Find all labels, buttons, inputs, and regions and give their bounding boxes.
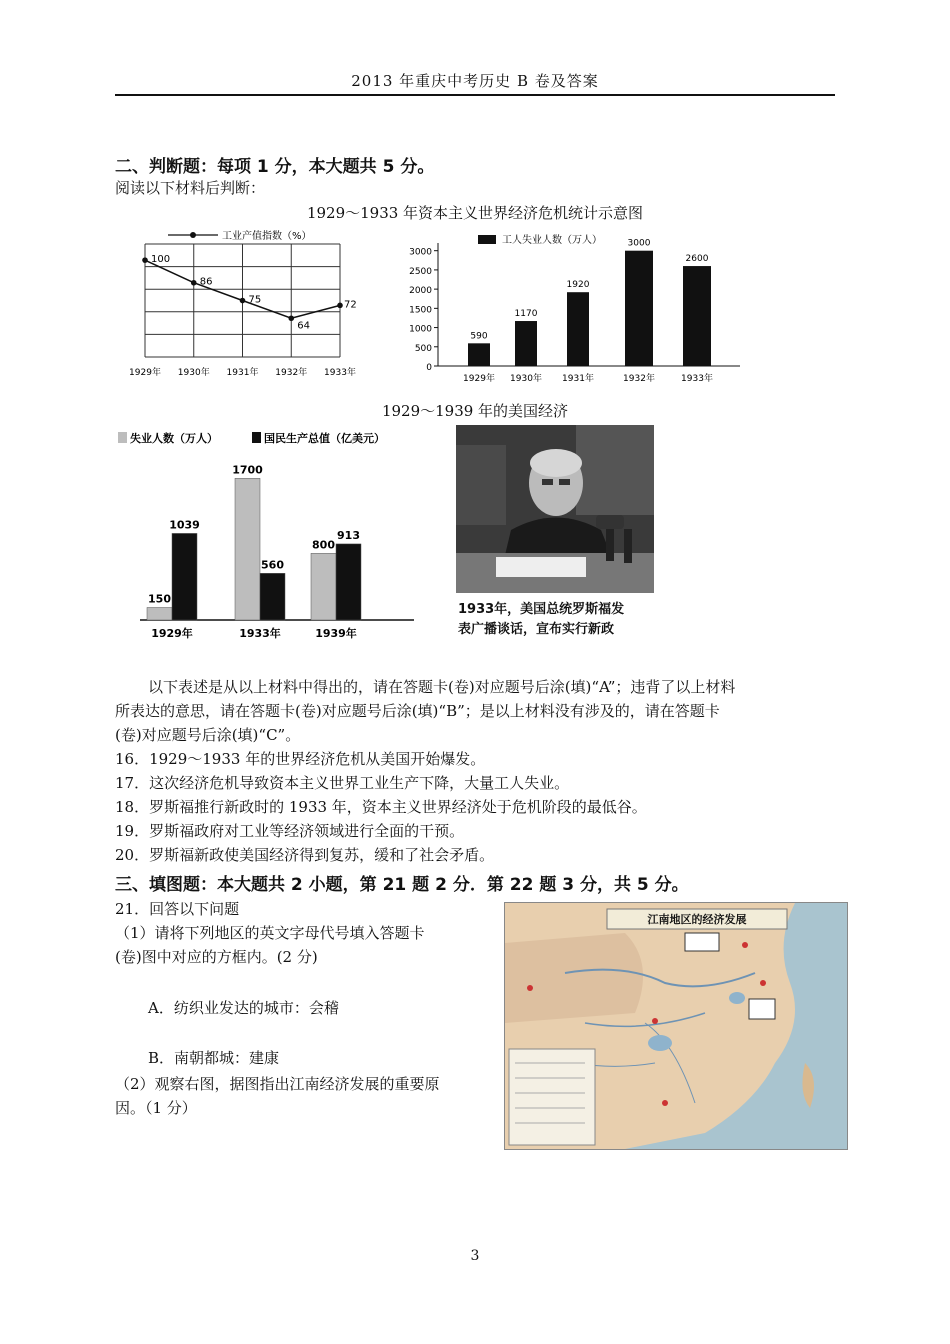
photo-caption (458, 600, 624, 640)
y-tick-label: 500 (414, 343, 432, 354)
x-tick-label: 1930年 (510, 374, 542, 384)
q21-part2-line1: （2）观察右图，据图指出江南经济发展的重要原 (115, 1075, 440, 1093)
instruction-line2: 所表达的意思，请在答题卡(卷)对应题号后涂(填)“B”；是以上材料没有涉及的，请在答题卡 (115, 702, 720, 720)
legend-label: 工业产值指数（%） (222, 231, 312, 242)
y-tick-label: 1500 (409, 305, 432, 316)
option-a: A．纺织业发达的城市：会稽 (148, 999, 339, 1017)
y-tick-label: 2000 (409, 286, 432, 297)
x-tick-label: 1932年 (275, 368, 308, 378)
data-label: 1039 (169, 518, 200, 532)
y-tick-label: 2500 (409, 266, 432, 277)
legend-label: 失业人数（万人） (130, 432, 218, 445)
x-tick-label: 1929年 (151, 627, 193, 640)
photo-caption-line1: 1933年，美国总统罗斯福发 (458, 602, 625, 617)
option-b: B．南朝都城：建康 (148, 1049, 280, 1067)
legend-label: 工人失业人数（万人） (502, 235, 602, 246)
item-18: 18．罗斯福推行新政时的 1933 年，资本主义世界经济处于危机阶段的最低谷。 (115, 798, 647, 816)
legend-label: 国民生产总值（亿美元） (264, 432, 385, 445)
x-tick-label: 1931年 (562, 374, 594, 384)
x-tick-label: 1933年 (324, 368, 356, 378)
data-point (191, 280, 197, 286)
data-label: 800 (312, 538, 335, 552)
data-point (240, 298, 246, 304)
roosevelt-photo (456, 425, 654, 593)
data-label: 1700 (232, 463, 263, 477)
item-17: 17．这次经济危机导致资本主义世界工业生产下降，大量工人失业。 (115, 774, 570, 792)
jiangnan-map-image (505, 903, 847, 1149)
item-20: 20．罗斯福新政使美国经济得到复苏，缓和了社会矛盾。 (115, 846, 495, 864)
x-tick-label: 1929年 (463, 374, 495, 384)
bar (260, 573, 285, 620)
data-label: 72 (344, 299, 357, 311)
data-label: 913 (337, 528, 360, 542)
x-tick-label: 1939年 (315, 627, 357, 640)
bar (311, 553, 336, 620)
q21-part2-line2: 因。（1 分） (115, 1099, 197, 1117)
data-point (142, 257, 148, 263)
data-label: 64 (297, 320, 310, 332)
legend-swatch (478, 235, 496, 244)
figure1-caption: 1929～1933 年资本主义世界经济危机统计示意图 (306, 204, 644, 222)
data-point (337, 303, 343, 309)
section2-title: 二、判断题：每项 1 分，本大题共 5 分。 (115, 157, 435, 177)
x-tick-label: 1933年 (239, 627, 281, 640)
section2-intro: 阅读以下材料后判断： (115, 179, 266, 197)
data-label: 86 (199, 276, 213, 288)
bar (567, 292, 589, 366)
photo-caption-line2: 表广播谈话，宣布实行新政 (458, 622, 615, 637)
instruction-line1: 以下表述是从以上材料中得出的，请在答题卡(卷)对应题号后涂(填)“A”；违背了以上材料 (148, 678, 736, 696)
industrial-index-chart (118, 222, 368, 382)
unemployment-chart (398, 228, 748, 388)
data-label: 100 (151, 254, 171, 266)
data-label: 560 (261, 558, 284, 572)
page-header: 2013 年重庆中考历史 B 卷及答案 (351, 72, 599, 90)
bar (235, 478, 260, 620)
legend-swatch (118, 432, 127, 443)
q21-part1-line2: (卷)图中对应的方框内。(2 分) (115, 948, 318, 966)
map-title: 江南地区的经济发展 (647, 913, 747, 926)
jiangnan-map (504, 902, 848, 1150)
item-16: 16．1929～1933 年的世界经济危机从美国开始爆发。 (115, 750, 486, 768)
bar (468, 343, 490, 366)
q21-part1-line1: （1）请将下列地区的英文字母代号填入答题卡 (115, 924, 425, 942)
bar (625, 251, 653, 366)
instruction-line3: (卷)对应题号后涂(填)“C”。 (115, 726, 301, 744)
data-label: 1920 (566, 280, 590, 291)
x-tick-label: 1930年 (177, 368, 210, 378)
figure2-caption: 1929～1939 年的美国经济 (381, 402, 569, 420)
item-19: 19．罗斯福政府对工业等经济领域进行全面的干预。 (115, 822, 465, 840)
x-tick-label: 1929年 (129, 368, 161, 378)
y-tick-label: 3000 (409, 247, 432, 258)
bar (147, 608, 172, 621)
x-tick-label: 1932年 (623, 374, 655, 384)
bar (336, 544, 361, 620)
page-number: 3 (470, 1248, 480, 1264)
data-label: 150 (148, 592, 171, 606)
data-point (288, 315, 294, 321)
header-rule (115, 94, 835, 96)
q21-title: 21．回答以下问题 (115, 900, 240, 918)
x-tick-label: 1933年 (681, 374, 713, 384)
data-label: 590 (470, 331, 488, 342)
us-economy-chart (112, 425, 432, 650)
data-label: 75 (248, 294, 262, 306)
data-label: 1170 (514, 309, 538, 320)
roosevelt-photo-image (456, 425, 654, 593)
x-tick-label: 1931年 (226, 368, 259, 378)
bar (172, 533, 197, 620)
legend-marker (190, 232, 196, 238)
data-label: 2600 (685, 254, 709, 265)
legend-swatch (252, 432, 261, 443)
y-tick-label: 0 (426, 363, 432, 373)
y-tick-label: 1000 (409, 324, 432, 335)
section3-title: 三、填图题：本大题共 2 小题，第 21 题 2 分．第 22 题 3 分，共 5 分。 (115, 875, 689, 895)
data-label: 3000 (627, 238, 651, 249)
bar (515, 321, 537, 366)
bar (683, 266, 711, 366)
